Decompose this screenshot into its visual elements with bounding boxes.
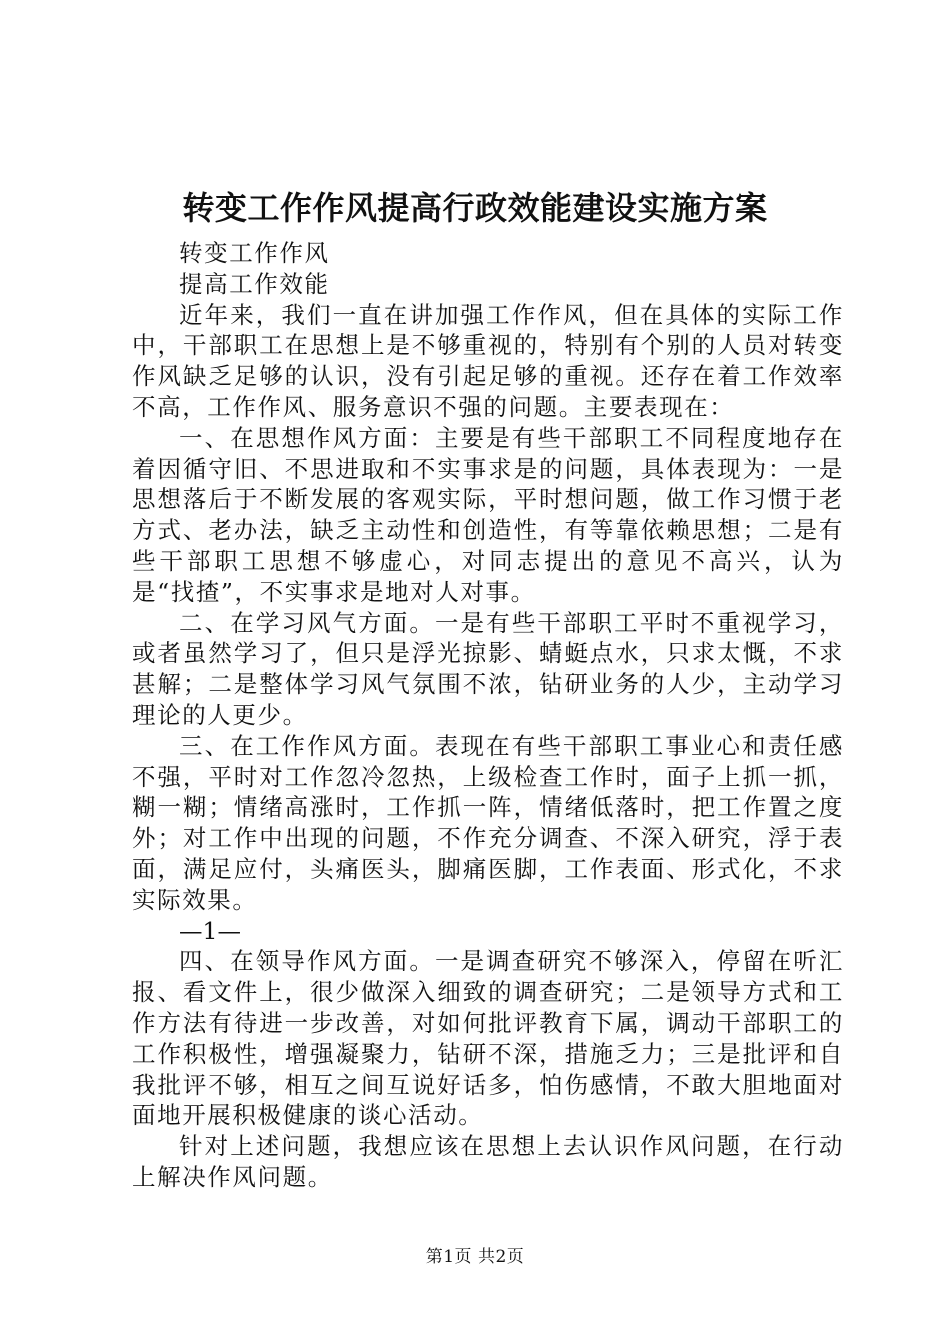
body-paragraph: 四、在领导作风方面。一是调查研究不够深入，停留在听汇报、看文件上，很少做深入细致的调查研究；二是领导方式和工作方法有待进一步改善，对如何批评教育下属，调动干部职工的工作积极性，增强凝聚力，钻研不深，措施乏力；三是批评和自我批评不够，相互之间互说好话多，怕伤感情，不敢大胆地面对面地开展积极健康的谈心活动。 (132, 947, 844, 1130)
document-body (132, 238, 844, 1193)
body-paragraph: 近年来，我们一直在讲加强工作作风，但在具体的实际工作中，干部职工在思想上是不够重视的，特别有个别的人员对转变作风缺乏足够的认识，没有引起足够的重视。还存在着工作效率不高，工作作风、服务意识不强的问题。主要表现在： (132, 300, 844, 421)
body-paragraph: 针对上述问题，我想应该在思想上去认识作风问题，在行动上解决作风问题。 (132, 1132, 844, 1191)
subtitle-line: 提高工作效能 (179, 269, 330, 298)
body-paragraph: 一、在思想作风方面：主要是有些干部职工不同程度地存在着因循守旧、不思进取和不实事求是的问题，具体表现为：一是思想落后于不断发展的客观实际，平时想问题，做工作习惯于老方式、老办法，缺乏主动性和创造性，有等靠依赖思想；二是有些干部职工思想不够虚心，对同志提出的意见不高兴，认为是“找揸”，不实事求是地对人对事。 (132, 423, 844, 606)
inline-page-marker: —1— (179, 916, 241, 945)
document-title: 转变工作作风提高行政效能建设实施方案 (182, 189, 768, 227)
subtitle-line: 转变工作作风 (179, 239, 330, 267)
body-paragraph: 三、在工作作风方面。表现在有些干部职工事业心和责任感不强，平时对工作忽冷忽热，上级检查工作时，面子上抓一抓，糊一糊；情绪高涨时，工作抓一阵，情绪低落时，把工作置之度外；对工作中出现的问题，不作充分调查、不深入研究，浮于表面，满足应付，头痛医头，脚痛医脚，工作表面、形式化，不求实际效果。 (132, 731, 844, 914)
body-paragraph: 二、在学习风气方面。一是有些干部职工平时不重视学习，或者虽然学习了，但只是浮光掠影、蜻蜓点水，只求太慨，不求甚解；二是整体学习风气氛围不浓，钻研业务的人少，主动学习理论的人更少。 (132, 608, 844, 729)
page-footer: 第1页 共2页 (425, 1247, 525, 1267)
